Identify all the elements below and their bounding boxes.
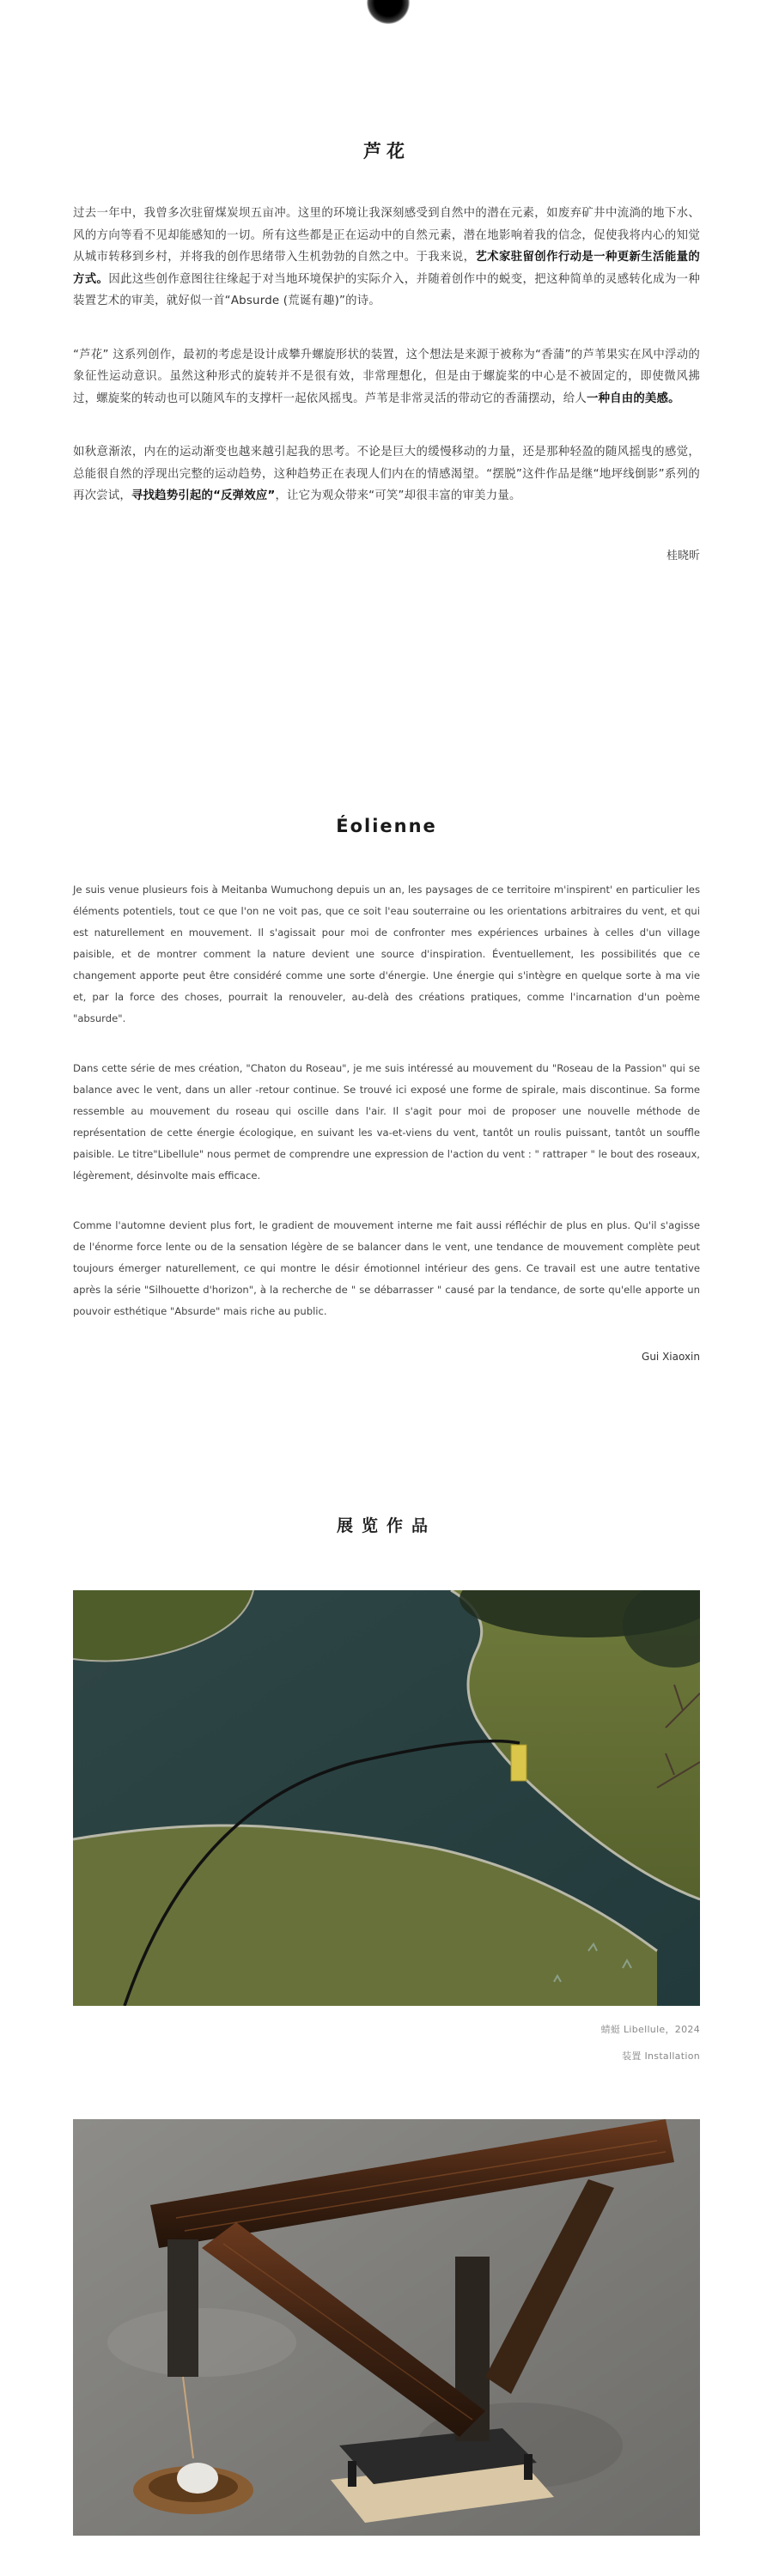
section-french bbox=[73, 816, 700, 1363]
section-works bbox=[73, 1513, 700, 1536]
fr-paragraph-2: Dans cette série de mes création, "Chaton du Roseau", je me suis intéressé au mouvement du "Roseau de la Passion" qui se balance avec le vent, dans un aller -retour continue. Se trouvé ici exposé une forme de spirale, mais discontinue. Sa forme ressemble au mouvement du roseau qui oscille dans l'air. Il s'agit pour moi de proposer une nouvelle méthode de représentation de cette énergie écologique, en suivant les va-et-viens du vent, tantôt un roulis puissant, tantôt un souffle paisible. Le titre"Libellule" nous permet de comprendre une expression de l'action du vent : " rattraper " le bout des roseaux, légèrement, désinvolte mais efficace. bbox=[73, 1062, 700, 1182]
wooden-structure-scene bbox=[73, 2119, 700, 2536]
zh-p1-text-b: 因此这些创作意图往往缘起于对当地环境保护的实际介入，并随着创作中的蜕变，把这种简单的灵感转化成为一种装置艺术的审美，就好似一首“Absurde (荒诞有趣)”的诗。 bbox=[73, 272, 700, 307]
zh-p1-bold: 艺术家驻留创作行动是一种更新生活能量的方式。 bbox=[73, 251, 700, 286]
title-chinese: 芦花 bbox=[363, 141, 410, 161]
zh-paragraph-3 bbox=[73, 441, 700, 507]
zh-p2-text: “芦花” 这系列创作，最初的考虑是设计成攀升螺旋形状的装置，这个想法是来源于被称为“香蒲”的芦苇果实在风中浮动的象征性运动意识。虽然这种形式的旋转并不是很有效，非常理想化，但是由于螺旋桨的中心是不被固定的，即使微风拂过，螺旋桨的转动也可以随风车的支撑杆一起依风摇曳。芦苇是非常灵活的带动它的香蒲摆动，给人 bbox=[73, 348, 700, 405]
title-works: 展览作品 bbox=[336, 1516, 436, 1535]
caption-line-2: 装置 Installation bbox=[622, 2050, 700, 2062]
top-decorative-dot bbox=[367, 0, 410, 24]
section-chinese bbox=[73, 137, 700, 562]
artwork-photo-wooden-structure[interactable] bbox=[73, 2119, 700, 2536]
signature-chinese: 桂晓昕 bbox=[666, 549, 700, 562]
zh-paragraph-2 bbox=[73, 344, 700, 410]
fr-paragraph-3: Comme l'automne devient plus fort, le gradient de mouvement interne me fait aussi réfléchir de plus en plus. Qu'il s'agisse de l'énorme force lente ou de la sensation légère de se balancer dans le vent, une tendance de mouvement complète peut toujours émerger naturellement, ce qui montre le désir émotionnel intérieur des gens. Ce travail est une autre tentative après la série "Silhouette d'horizon", à la recherche de " se débarrasser " causé par la tendance, de sorte qu'elle apporte un pouvoir esthétique "Absurde" mais riche au public. bbox=[73, 1219, 700, 1317]
zh-p3-text-a: 如秋意渐浓，内在的运动渐变也越来越引起我的思考。不论是巨大的缓慢移动的力量，还是那种轻盈的随风摇曳的感觉，总能很自然的浮现出完整的运动趋势，这种趋势正在表现人们内在的情感渴望。“摆脱”这件作品是继“地坪线倒影”系列的再次尝试， bbox=[73, 446, 700, 502]
caption-line-1: 蜻蜓 Libellule，2024 bbox=[600, 2024, 700, 2035]
libellule-scene bbox=[73, 1590, 700, 2006]
title-french: Éolienne bbox=[336, 816, 437, 836]
stone bbox=[177, 2463, 218, 2494]
zh-p3-bold: 寻找趋势引起的“反弹效应” bbox=[131, 489, 276, 502]
work-yellow-tag bbox=[511, 1745, 526, 1781]
artwork-photo-libellule[interactable] bbox=[73, 1590, 700, 2006]
zh-p1-text-a: 过去一年中，我曾多次驻留煤炭坝五亩冲。这里的环境让我深刻感受到自然中的潜在元素，如废弃矿井中流淌的地下水、风的方向等看不见却能感知的一切。所有这些都是正在运动中的自然元素，潜在地影响着我的信念，促使我将内心的知觉从城市转移到乡村，并将我的创作思绪带入生机勃勃的自然之中。于我来说， bbox=[73, 207, 700, 264]
signature-french: Gui Xiaoxin bbox=[642, 1351, 700, 1363]
zh-p2-bold: 一种自由的美感。 bbox=[586, 392, 680, 405]
zh-paragraph-1 bbox=[73, 203, 700, 313]
left-post bbox=[167, 2239, 198, 2377]
fr-paragraph-1: Je suis venue plusieurs fois à Meitanba Wumuchong depuis un an, les paysages de ce territoire m'inspirent' en particulier les éléments potentiels, tout ce que l'on ne voit pas, que ce soit l'eau souterraine ou les orientations arbitraires du vent, et qui est naturellement en mouvement. Il s'agissait pour moi de confronter mes expériences urbaines à celles d'un village paisible, et de montrer comment la nature devient une source d'inspiration. Éventuellement, les possibilités que ce changement apporte peut être considéré comme une sorte d'énergie. Une énergie qui s'intègre en quelque sorte à ma vie et, par la force des choses, pourrait la renouveler, au-delà des créations pratiques, comme l'incarnation d'un poème "absurde". bbox=[73, 884, 700, 1024]
zh-p3-text-b: ，让它为观众带来“可笑”却很丰富的审美力量。 bbox=[275, 489, 521, 502]
